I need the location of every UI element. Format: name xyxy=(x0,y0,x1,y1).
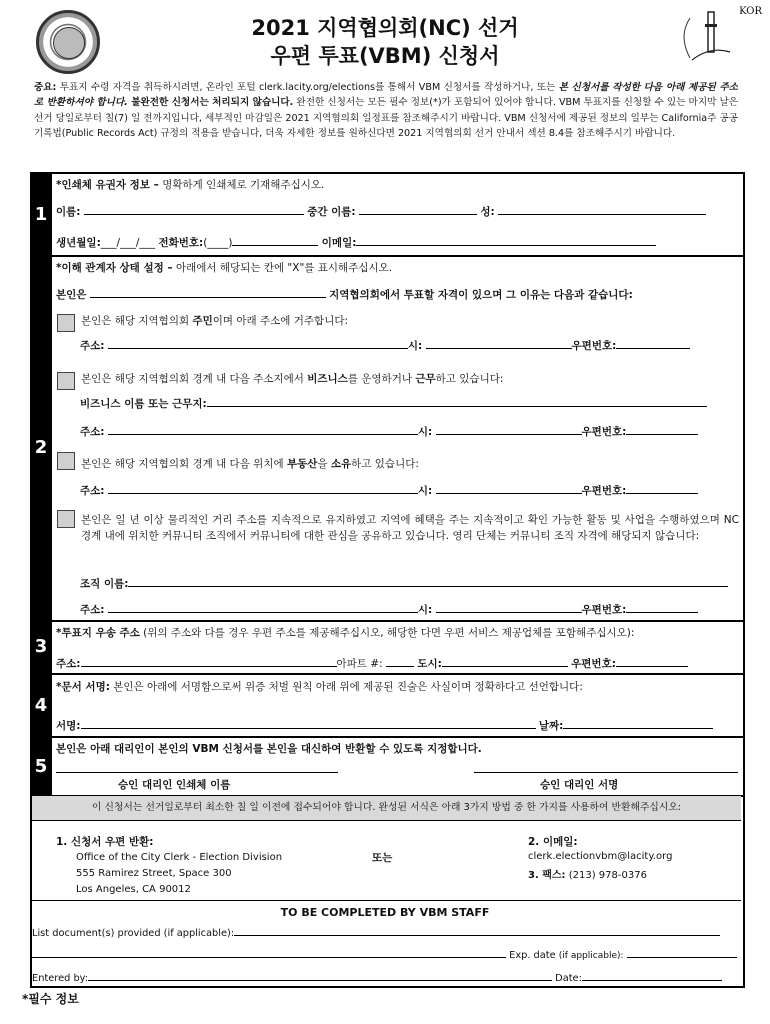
address-field[interactable] xyxy=(108,602,418,613)
zip-label: 우편번호: xyxy=(581,485,627,497)
s1-heading: *인쇄체 유권자 정보 – xyxy=(56,179,159,191)
signature-field[interactable] xyxy=(81,718,536,729)
section-3-bar xyxy=(30,622,52,674)
intro-text-2: 완전한 신청서는 모든 필수 정보(*)가 포함되어 있어야 합니다. VBM 투표지를 신청할 수 있는 마지막 날은 선거 당일로부터 칠(7) 일 전까지입니다, 세부적인 마감일은 2021 지역협의회 일정표를 참조해주시기 바랍니다. VBM 신청서에 제공된 정보의 일부는 California주 공공 기록법(Public Records Act) 규정의 적용을 받습니다, 더욱 자세한 정보를 원하신다면 2021 지역협의회 선거 안내서 섹션 8.4를 참조해주시기 바랍니다. xyxy=(34,97,738,140)
staff-heading: TO BE COMPLETED BY VBM STAFF xyxy=(280,906,490,919)
self-eligibility-text: 지역협의회에서 투표할 자격이 있으며 그 이유는 다음과 같습니다: xyxy=(329,289,633,301)
mail-line: 555 Ramirez Street, Space 300 xyxy=(76,868,232,879)
agent-name-line[interactable] xyxy=(56,772,338,773)
s2-heading: *이해 관계자 상태 설정 – xyxy=(56,262,173,274)
section-1-number: 1 xyxy=(34,204,48,225)
address-field[interactable] xyxy=(108,483,418,494)
staff-date-label: Date: xyxy=(555,973,582,984)
or-label: 또는 xyxy=(372,852,393,864)
divider xyxy=(30,620,743,622)
city-clerk-logo xyxy=(670,6,740,68)
stakeholder-resident-checkbox[interactable] xyxy=(57,314,75,332)
apt-field[interactable] xyxy=(386,656,414,667)
city-field[interactable] xyxy=(436,602,582,613)
divider xyxy=(30,736,743,738)
staff-divider xyxy=(30,900,741,901)
s1-heading-row xyxy=(56,177,324,192)
opt2-address-row xyxy=(80,424,698,439)
opt3-text-d: 소유 xyxy=(330,458,352,470)
s1-dob-row xyxy=(56,235,656,250)
section-4-bar xyxy=(30,675,52,737)
s4-subheading: 본인은 아래에 서명함으로써 위증 처벌 원칙 아래 위에 제공된 진술은 사실이며 정확하다고 선언합니다: xyxy=(109,681,583,693)
agent-signature-line[interactable] xyxy=(474,772,738,773)
form-title-line2: 우편 투표(VBM) 신청서 xyxy=(270,44,500,68)
s4-heading: *문서 서명: xyxy=(56,681,110,693)
address-field[interactable] xyxy=(108,338,408,349)
s1-name-row xyxy=(56,204,706,219)
city-field[interactable] xyxy=(436,424,582,435)
staff-entered-field[interactable] xyxy=(88,970,552,981)
return-fax-value: (213) 978-0376 xyxy=(565,870,647,881)
apt-label: 아파트 #: xyxy=(336,658,383,670)
s1-subheading: 명확하게 인쇄체로 기재해주십시오. xyxy=(158,179,325,191)
stakeholder-property-checkbox[interactable] xyxy=(57,452,75,470)
agent-name-label: 승인 대리인 인쇄체 이름 xyxy=(118,779,231,791)
dob-field[interactable]: ___/___/___ xyxy=(100,237,156,249)
city-field[interactable] xyxy=(426,338,572,349)
zip-label: 우편번호: xyxy=(581,604,627,616)
opt1-text xyxy=(81,313,348,328)
phone-label: 전화번호: xyxy=(158,237,204,249)
opt4-text: 본인은 일 년 이상 물리적인 거리 주소를 지속적으로 유지하였고 지역에 혜택을 주는 지속적이고 확인 가능한 활동 및 사업을 수행하였으며 NC 경계 내에 위치한 커뮤니티 조직에서 커뮤니티에 대한 관심을 공유하고 있습니다. 영리 단체는 커뮤니티 조직 자격에 해당되지 않습니다: xyxy=(81,514,739,542)
opt3-text-c: 을 xyxy=(317,458,331,470)
s2-self-row xyxy=(56,287,633,302)
s4-sign-row xyxy=(56,718,713,733)
staff-date-field[interactable] xyxy=(582,970,722,981)
section-5-number: 5 xyxy=(34,756,48,777)
required-note: *필수 정보 xyxy=(22,992,79,1006)
opt2-text-e: 하고 있습니다: xyxy=(435,373,504,385)
opt3-address-row xyxy=(80,483,698,498)
city-label: 시: xyxy=(417,485,433,497)
biz-name-label: 비즈니스 이름 또는 근무지: xyxy=(80,398,207,410)
staff-exp-note: (if applicable): xyxy=(558,951,624,961)
opt3-text-a: 본인은 해당 지역협의회 경계 내 다음 위치에 xyxy=(81,458,287,470)
opt1-address-row xyxy=(80,338,690,353)
mail-address-field[interactable] xyxy=(81,656,337,667)
staff-docs-label: List document(s) provided (if applicable): xyxy=(32,928,235,939)
s2-heading-row xyxy=(56,260,392,275)
opt2-text-a: 본인은 해당 지역협의회 경계 내 다음 주소지에서 xyxy=(81,373,308,385)
staff-exp-row xyxy=(32,947,737,961)
zip-field[interactable] xyxy=(616,338,690,349)
address-label: 주소: xyxy=(80,426,105,438)
biz-name-row xyxy=(80,396,707,411)
section-5-bar xyxy=(30,738,52,796)
last-name-field[interactable] xyxy=(498,204,706,215)
city-label: 시: xyxy=(417,604,433,616)
dob-label: 생년월일: xyxy=(56,237,101,249)
org-name-field[interactable] xyxy=(128,576,728,587)
mail-address-label: 주소: xyxy=(56,658,81,670)
s5-heading: 본인은 아래 대리인이 본인의 VBM 신청서를 본인을 대신하여 반환할 수 있도록 지정합니다. xyxy=(56,743,482,755)
s3-heading-row xyxy=(56,625,634,640)
s5-heading-row xyxy=(56,741,482,756)
city-label: 시: xyxy=(417,426,433,438)
sign-date-field[interactable] xyxy=(563,718,713,729)
staff-entered-label: Entered by: xyxy=(32,973,89,984)
phone-area-field[interactable]: (____) xyxy=(203,237,233,249)
middle-name-label: 중간 이름: xyxy=(307,206,356,218)
email-field[interactable] xyxy=(356,235,656,246)
section-4-number: 4 xyxy=(34,695,48,716)
address-label: 주소: xyxy=(80,485,105,497)
zip-label: 우편번호: xyxy=(571,340,617,352)
signature-label: 서명: xyxy=(56,720,81,732)
section-3-number: 3 xyxy=(34,636,48,657)
opt1-text-c: 이며 아래 주소에 거주합니다: xyxy=(212,315,349,327)
opt4-address-row xyxy=(80,602,698,617)
city-field[interactable] xyxy=(436,483,582,494)
return-fax-row xyxy=(528,866,647,881)
opt3-text xyxy=(81,456,419,471)
org-name-label: 조직 이름: xyxy=(80,578,129,590)
opt3-text-e: 하고 있습니다: xyxy=(351,458,419,470)
stakeholder-business-checkbox[interactable] xyxy=(57,372,75,390)
intro-text-1: 투표지 수령 자격을 취득하시려면, 온라인 포털 clerk.lacity.org/elections를 통해서 VBM 신청서를 작성하거나, 또는 xyxy=(56,82,559,93)
intro-label: 중요: xyxy=(34,82,57,93)
zip-field[interactable] xyxy=(626,602,698,613)
last-name-label: 성: xyxy=(480,206,495,218)
s3-heading: *투표지 우송 주소 xyxy=(56,627,140,639)
staff-docs-field-2[interactable] xyxy=(32,947,506,958)
staff-docs-field[interactable] xyxy=(234,925,720,936)
s3-address-row xyxy=(56,656,688,671)
nc-name-field[interactable] xyxy=(90,287,326,298)
opt1-text-a: 본인은 해당 지역협의회 xyxy=(81,315,193,327)
address-label: 주소: xyxy=(80,604,105,616)
return-email-value[interactable]: clerk.electionvbm@lacity.org xyxy=(528,851,673,862)
staff-docs-row xyxy=(32,925,720,939)
phone-field[interactable] xyxy=(232,235,318,246)
opt2-text-c: 를 운영하거나 xyxy=(347,373,416,385)
middle-name-field[interactable] xyxy=(359,204,477,215)
opt2-text-b: 비즈니스 xyxy=(307,373,348,385)
opt2-text xyxy=(81,371,503,386)
sign-date-label: 날짜: xyxy=(538,720,564,732)
mail-zip-field[interactable] xyxy=(616,656,688,667)
opt1-text-b: 주민 xyxy=(192,315,213,327)
staff-entered-row xyxy=(32,970,722,984)
zip-field[interactable] xyxy=(626,483,698,494)
org-name-row xyxy=(80,576,728,591)
stakeholder-community-checkbox[interactable] xyxy=(57,510,75,528)
intro-bold: 불완전한 신청서는 처리되지 않습니다. xyxy=(127,97,294,109)
submission-notice: 이 신청서는 선거일로부터 최소한 칠 일 이전에 접수되어야 합니다. 완성된 서식은 아래 3가지 방법 중 한 가지를 사용하여 반환해주십시오: xyxy=(32,796,741,821)
mail-line: Office of the City Clerk - Election Division xyxy=(76,852,283,863)
staff-exp-field[interactable] xyxy=(627,947,737,958)
first-name-field[interactable] xyxy=(84,204,304,215)
mail-zip-label: 우편번호: xyxy=(571,658,616,670)
opt2-text-d: 근무 xyxy=(415,373,436,385)
mail-city-label: 도시: xyxy=(417,658,442,670)
s3-subheading: (위의 주소와 다를 경우 우편 주소를 제공해주십시오, 해당한 다면 우편 서비스 제공업체를 포함해주십시오): xyxy=(139,627,635,639)
divider xyxy=(30,255,743,257)
return-mail-address xyxy=(76,850,282,898)
self-label: 본인은 xyxy=(56,289,87,301)
section-2-number: 2 xyxy=(34,437,48,458)
zip-label: 우편번호: xyxy=(581,426,627,438)
return-fax-label: 3. 팩스: xyxy=(528,870,566,881)
mail-line: Los Angeles, CA 90012 xyxy=(76,884,191,895)
form-title-line1: 2021 지역협의회(NC) 선거 xyxy=(251,16,519,40)
mail-city-field[interactable] xyxy=(442,656,568,667)
section-1-bar xyxy=(30,174,52,256)
agent-signature-label: 승인 대리인 서명 xyxy=(540,779,619,791)
address-label: 주소: xyxy=(80,340,105,352)
opt3-text-b: 부동산 xyxy=(286,458,318,470)
s2-subheading: 아래에서 해당되는 칸에 "X"를 표시해주십시오. xyxy=(172,262,393,274)
biz-name-field[interactable] xyxy=(207,396,707,407)
address-field[interactable] xyxy=(108,424,418,435)
return-mail-label: 1. 신청서 우편 반환: xyxy=(56,836,154,848)
zip-field[interactable] xyxy=(626,424,698,435)
intro-emphasis: 본 신청서를 작성한 다음 아래 제공된 주소로 반환하셔야 합니다. xyxy=(34,82,738,109)
city-label: 시: xyxy=(407,340,423,352)
return-email-label: 2. 이메일: xyxy=(528,836,578,848)
section-2-bar xyxy=(30,257,52,621)
language-code: KOR xyxy=(739,6,762,17)
s4-heading-row xyxy=(56,679,583,694)
intro-paragraph xyxy=(34,80,738,142)
email-label: 이메일: xyxy=(321,237,357,249)
first-name-label: 이름: xyxy=(56,206,81,218)
staff-exp-label: Exp. date xyxy=(509,950,556,961)
divider xyxy=(30,673,743,675)
